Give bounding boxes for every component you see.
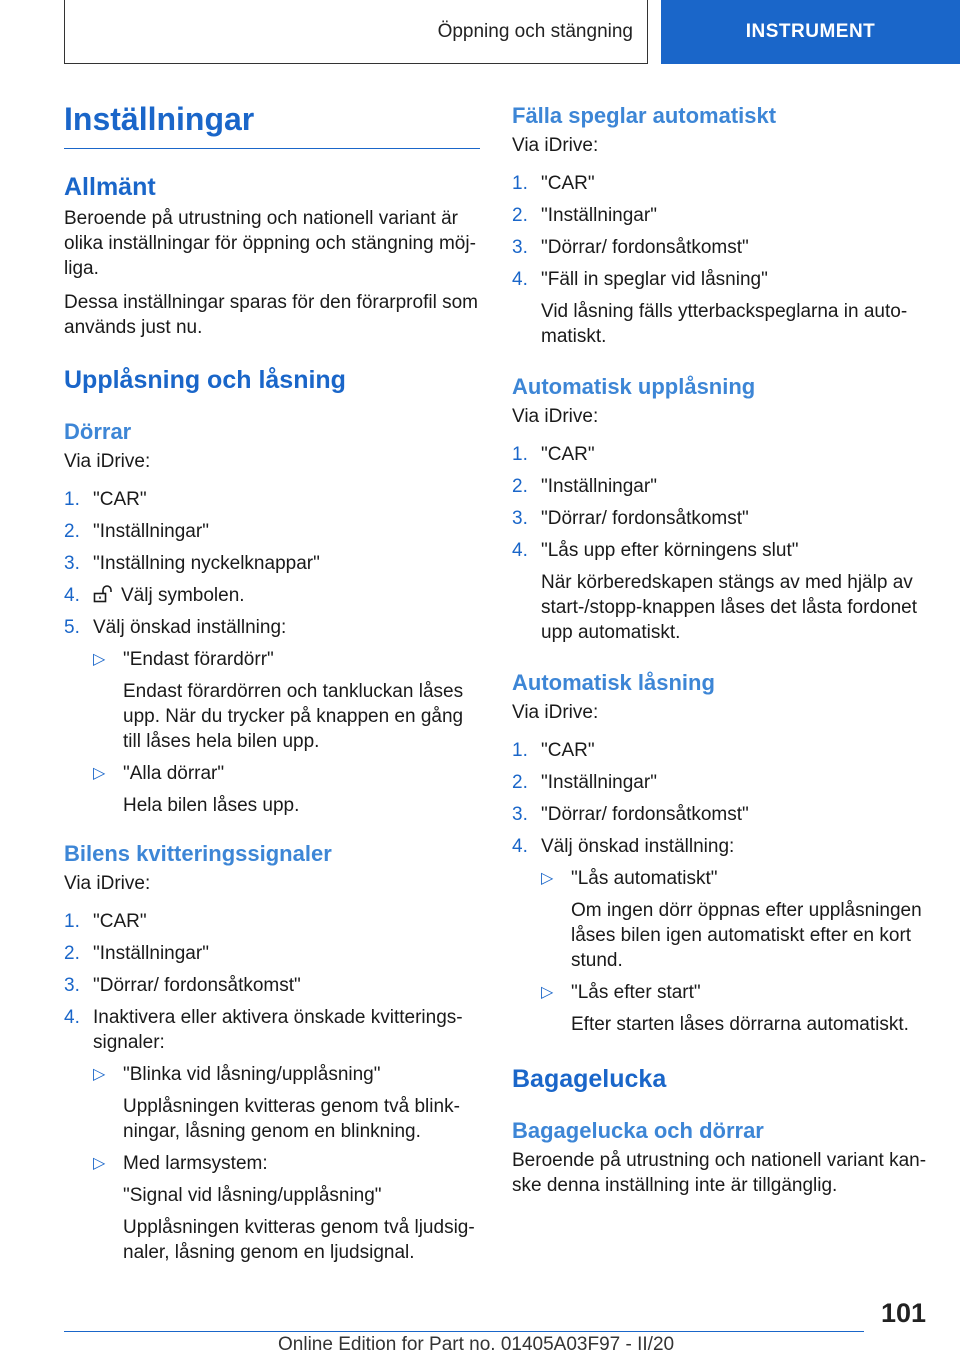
heading-trunk-doors: Bagagelucka och dörrar (512, 1118, 764, 1143)
option-description: Hela bilen låses upp. (123, 795, 300, 816)
chapter-tab[interactable] (64, 0, 648, 64)
option-title: "Endast förardörr" (123, 649, 274, 670)
triangle-bullet-icon: ▷ (541, 870, 554, 887)
step-text: "CAR" (541, 173, 595, 194)
step-text: "Inställning nyckelknappar" (93, 553, 320, 574)
heading-auto-lock: Automatisk låsning (512, 670, 715, 695)
step-text: "CAR" (541, 740, 595, 761)
step-text: "Inställningar" (541, 205, 657, 226)
triangle-bullet-icon: ▷ (93, 1155, 106, 1172)
section-title: INSTRUMENT (745, 21, 876, 42)
list-item (64, 973, 480, 998)
via-idrive: Via iDrive: (64, 873, 151, 894)
paragraph: Beroende på utrustning och nationell variant är olika inställningar för öppning och stängning möj-liga. (64, 208, 476, 279)
step-text: Välj symbolen. (121, 585, 245, 606)
steps-confirmation (64, 909, 480, 1265)
step-text: "Lås upp efter körningens slut" (541, 540, 799, 561)
via-idrive: Via iDrive: (512, 135, 599, 156)
option-description: Endast förardörren och tankluckan låses upp. När du trycker på knappen en gång till låses hela bilen upp. (123, 681, 464, 752)
step-text: "Inställningar" (93, 943, 209, 964)
heading-fold-mirrors: Fälla speglar automatiskt (512, 103, 777, 128)
list-item (64, 941, 480, 966)
step-number: 2. (512, 476, 528, 497)
option-title: "Alla dörrar" (123, 763, 225, 784)
step-number: 3. (512, 237, 528, 258)
option-title: "Lås automatiskt" (571, 868, 718, 889)
step-number: 4. (512, 540, 528, 561)
heading-trunk: Bagagelucka (512, 1065, 667, 1093)
footer-divider (64, 1331, 864, 1332)
paragraph: Beroende på utrustning och nationell variant kan-ske denna inställning inte är tillgänglig. (512, 1150, 927, 1196)
step-number: 2. (512, 772, 528, 793)
step-text: "CAR" (93, 911, 147, 932)
step-number: 1. (512, 740, 528, 761)
options-auto-lock (541, 866, 932, 1037)
step-number: 2. (64, 521, 80, 542)
triangle-bullet-icon: ▷ (541, 984, 554, 1001)
chapter-title: Öppning och stängning (437, 20, 633, 42)
list-item (512, 442, 932, 467)
list-item (64, 519, 480, 544)
heading-confirmation-signals: Bilens kvitteringssignaler (64, 841, 332, 866)
heading-auto-unlock: Automatisk upplåsning (512, 374, 756, 399)
step-number: 1. (64, 489, 80, 510)
step-text: Inaktivera eller aktivera önskade kvitterings-signaler: (93, 1007, 463, 1053)
step-text: "CAR" (541, 444, 595, 465)
option-description: "Signal vid låsning/upplåsning" (123, 1185, 382, 1206)
list-item (512, 171, 932, 196)
step-number: 4. (512, 836, 528, 857)
list-item (93, 647, 480, 754)
options-doors (93, 647, 480, 818)
steps-doors (64, 487, 480, 818)
steps-fold-mirrors (512, 171, 932, 349)
step-text: "Dörrar/ fordonsåtkomst" (541, 237, 749, 258)
option-description: Upplåsningen kvitteras genom två blink-ningar, låsning genom en blinkning. (123, 1096, 460, 1142)
step-number: 1. (512, 173, 528, 194)
step-text: "CAR" (93, 489, 147, 510)
step-number: 3. (64, 975, 80, 996)
step-number: 1. (512, 444, 528, 465)
list-item (541, 866, 932, 973)
list-item (64, 551, 480, 576)
step-number: 2. (64, 943, 80, 964)
option-description: Om ingen dörr öppnas efter upplåsningen låses bilen igen automatiskt efter en kort stund. (571, 900, 922, 971)
step-text: "Inställningar" (93, 521, 209, 542)
edition-note: Online Edition for Part no. 01405A03F97 - II/20 (278, 1334, 675, 1355)
step-description: När körberedskapen stängs av med hjälp av start-/stopp-knappen låses det låsta fordonet upp automatiskt. (541, 572, 918, 643)
list-item (512, 834, 932, 1037)
page-title: Inställningar (64, 98, 480, 149)
options-confirmation (93, 1062, 480, 1265)
left-column (64, 98, 480, 1265)
step-number: 4. (64, 585, 80, 606)
triangle-bullet-icon: ▷ (93, 1066, 106, 1083)
step-number: 1. (64, 911, 80, 932)
steps-auto-lock (512, 738, 932, 1037)
unlocked-padlock-icon (93, 585, 113, 603)
list-item (512, 267, 932, 349)
list-item (541, 980, 932, 1037)
list-item (64, 909, 480, 934)
option-description: Upplåsningen kvitteras genom två ljudsig-naler, låsning genom en ljudsignal. (123, 1217, 475, 1263)
via-idrive: Via iDrive: (512, 406, 599, 427)
list-item (512, 802, 932, 827)
triangle-bullet-icon: ▷ (93, 651, 106, 668)
step-description: Vid låsning fälls ytterbackspeglarna in auto-matiskt. (541, 301, 908, 347)
list-item (512, 538, 932, 645)
list-item (512, 770, 932, 795)
section-tab[interactable] (661, 0, 960, 64)
list-item (64, 487, 480, 512)
list-item (512, 506, 932, 531)
list-item (93, 1062, 480, 1144)
page-header (0, 0, 960, 66)
via-idrive: Via iDrive: (512, 702, 599, 723)
page-number: 101 (880, 1298, 926, 1328)
step-number: 5. (64, 617, 80, 638)
list-item (512, 235, 932, 260)
list-item (512, 474, 932, 499)
step-text: Välj önskad inställning: (93, 617, 287, 638)
list-item (93, 1151, 480, 1265)
step-number: 2. (512, 205, 528, 226)
option-title: Med larmsystem: (123, 1153, 268, 1174)
option-title: "Lås efter start" (571, 982, 701, 1003)
step-number: 3. (512, 508, 528, 529)
step-text: "Inställningar" (541, 772, 657, 793)
list-item (64, 583, 480, 608)
list-item (512, 203, 932, 228)
step-number: 4. (64, 1007, 80, 1028)
right-column (512, 102, 932, 1198)
step-text: "Inställningar" (541, 476, 657, 497)
list-item (512, 738, 932, 763)
list-item (64, 615, 480, 818)
step-text: Välj önskad inställning: (541, 836, 735, 857)
list-item (93, 761, 480, 818)
steps-auto-unlock (512, 442, 932, 645)
option-description: Efter starten låses dörrarna automatiskt. (571, 1014, 909, 1035)
step-number: 3. (512, 804, 528, 825)
triangle-bullet-icon: ▷ (93, 765, 106, 782)
step-text: "Dörrar/ fordonsåtkomst" (541, 804, 749, 825)
heading-general: Allmänt (64, 173, 156, 201)
via-idrive: Via iDrive: (64, 451, 151, 472)
step-text: "Dörrar/ fordonsåtkomst" (93, 975, 301, 996)
step-number: 4. (512, 269, 528, 290)
option-title: "Blinka vid låsning/upplåsning" (123, 1064, 381, 1085)
step-text: "Dörrar/ fordonsåtkomst" (541, 508, 749, 529)
list-item (64, 1005, 480, 1265)
heading-unlock-lock: Upplåsning och låsning (64, 366, 346, 394)
step-number: 3. (64, 553, 80, 574)
heading-doors: Dörrar (64, 419, 132, 444)
step-text: "Fäll in speglar vid låsning" (541, 269, 768, 290)
paragraph: Dessa inställningar sparas för den förarprofil som används just nu. (64, 292, 478, 338)
